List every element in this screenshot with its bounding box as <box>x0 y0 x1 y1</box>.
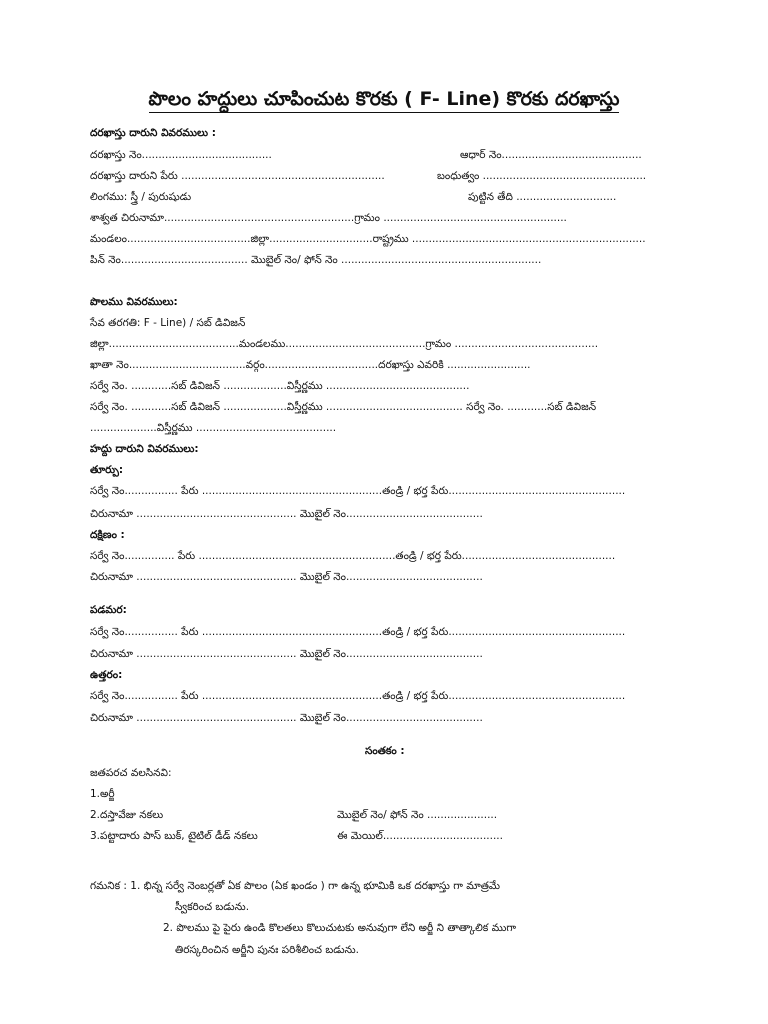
email-field: ఈ మెయిల్.................................... <box>337 830 503 842</box>
south-label: దక్షిణం : <box>90 529 125 541</box>
east-address-field: చిరునామా ................................................ మొబైల్ నెం......................................... <box>90 508 483 520</box>
note-line-3: 2. పొలము పై పైరు ఉండి కొలతలు కొలుచుటకు అనువుగా లేని అర్జీ ని తాత్కాలిక ముగా <box>163 922 517 934</box>
survey-field-2-continued: ....................విస్తీర్ణము .......................................... <box>90 422 337 434</box>
south-address-field: చిరునామా ................................................ మొబైల్ నెం......................................... <box>90 571 483 583</box>
attachment-item-3: 3.పట్టాదారు పాస్ బుక్, టైటిల్ డీడ్ నకలు <box>90 830 258 842</box>
north-survey-field: సర్వే నెం................ పేరు ......................................................తండ్రి / భర్త పేరు..................................................... <box>90 690 626 702</box>
application-number-field: దరఖాస్తు నెం....................................... <box>90 149 272 161</box>
attachment-item-2: 2.దస్తావేజు నకలు <box>90 809 164 821</box>
south-survey-field: సర్వే నెం............... పేరు ...........................................................తండ్రి / భర్త పేరు.............................................. <box>90 550 616 562</box>
signature-label: సంతకం : <box>365 745 405 757</box>
land-location-field: జిల్లా.......................................మండలము..........................................గ్రామం ........................................... <box>90 338 599 350</box>
permanent-address-field: శాశ్వత చిరునామా.........................................................గ్రామం ....................................................... <box>90 212 567 224</box>
survey-field-2: సర్వే నెం. ............సబ్ డివిజన్ ...................విస్తీర్ణము ......................................... సర్వే నెం. ............సబ్ డివిజన్ <box>90 401 597 413</box>
attachment-item-1: 1.అర్జీ <box>90 788 115 800</box>
note-line-4: తిరస్కరించిన అర్జీని పునః పరిశీలించ బడును. <box>175 944 359 956</box>
applicant-heading: దరఖాస్తు దారుని వివరములు : <box>90 127 216 139</box>
mandal-district-state-field: మండలం.....................................జిల్లా...............................రాష్ట్రము ...................................................................... <box>90 233 646 245</box>
relation-field: బంధుత్వం ................................................. <box>437 170 647 182</box>
note-line-1: గమనిక : 1. భిన్న సర్వే నెంబర్లతో ఏక పొలం (ఏక ఖండం ) గా ఉన్న భూమికి ఒక దరఖాస్తు గా మాత్రమే <box>90 880 501 892</box>
service-type-field: సేవ తరగతి: F - Line) / సబ్ డివిజన్ <box>90 317 246 329</box>
note-line-2: స్వీకరించ బడును. <box>175 901 250 913</box>
pin-mobile-field: పిన్ నెం...................................... మొబైల్ నెం/ ఫోన్ నెం ............................................................ <box>90 254 542 266</box>
mobile-phone-field: మొబైల్ నెం/ ఫోన్ నెం ..................... <box>337 809 498 821</box>
aadhar-number-field: ఆధార్ నెం.......................................... <box>460 149 642 161</box>
west-address-field: చిరునామా ................................................ మొబైల్ నెం......................................... <box>90 648 483 660</box>
north-address-field: చిరునామా ................................................ మొబైల్ నెం......................................... <box>90 712 483 724</box>
north-label: ఉత్తరం: <box>90 669 123 681</box>
east-survey-field: సర్వే నెం................ పేరు ......................................................తండ్రి / భర్త పేరు..................................................... <box>90 485 626 497</box>
border-owners-heading: హద్దు దారుని వివరములు: <box>90 443 199 455</box>
attachments-heading: జతపరచ వలసినవి: <box>90 767 172 779</box>
west-survey-field: సర్వే నెం................ పేరు ......................................................తండ్రి / భర్త పేరు..................................................... <box>90 626 626 638</box>
east-label: తూర్పు: <box>90 464 124 476</box>
form-title: పొలం హద్దులు చూపించుట కొరకు ( F- Line) కొరకు దరఖాస్తు <box>0 88 768 115</box>
survey-field-1: సర్వే నెం. ............సబ్ డివిజన్ ...................విస్తీర్ణము ........................................... <box>90 380 470 392</box>
land-details-heading: పొలము వివరములు: <box>90 296 178 308</box>
date-of-birth-field: పుట్టిన తేది .............................. <box>468 191 617 203</box>
khata-field: ఖాతా నెం...................................వర్గం..................................దరఖాస్తు ఎవరికి ......................... <box>90 359 531 371</box>
west-label: పడమర: <box>90 604 127 616</box>
gender-field: లింగము: స్త్రీ / పురుషుడు <box>90 191 192 203</box>
applicant-name-field: దరఖాస్తు దారుని పేరు ............................................................. <box>90 170 385 182</box>
